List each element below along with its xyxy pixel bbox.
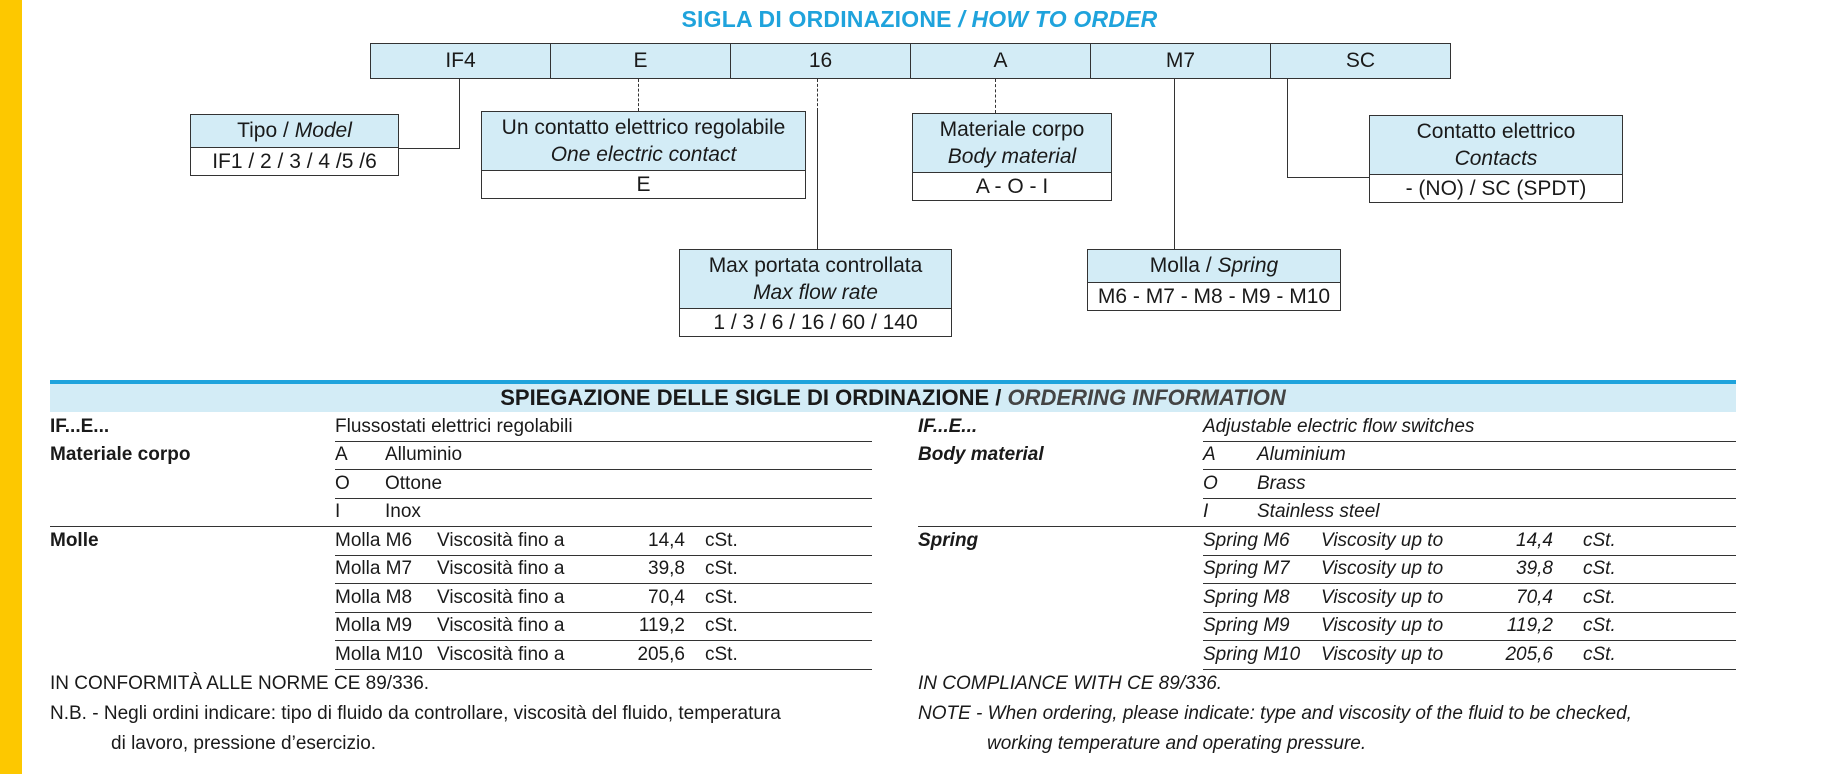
body-material-values: A - O - I [913, 173, 1111, 200]
code-cell-model: IF4 [370, 43, 551, 79]
connector-line [459, 79, 460, 148]
title-italian: SIGLA DI ORDINAZIONE [681, 6, 952, 32]
connector-line [638, 79, 639, 111]
model-box: Tipo / Model IF1 / 2 / 3 / 4 /5 /6 [190, 114, 399, 176]
connector-line [817, 111, 818, 249]
model-values: IF1 / 2 / 3 / 4 /5 /6 [191, 148, 398, 175]
connector-line [1174, 79, 1175, 249]
page-title [0, 6, 1839, 33]
english-note: NOTE - When ordering, please indicate: type and viscosity of the fluid to be checked, working temperature and operating pressure. [918, 703, 1632, 754]
table-row: IF...E... Flussostati elettrici regolabili [50, 413, 872, 441]
table-row: Materiale corpo A Alluminio [50, 441, 872, 470]
connector-line [817, 79, 818, 111]
table-row: O Brass [918, 470, 1736, 499]
title-separator: / [958, 6, 965, 32]
english-compliance: IN COMPLIANCE WITH CE 89/336. [918, 673, 1223, 694]
spring-box: Molla / Spring M6 - M7 - M8 - M9 - M10 [1087, 249, 1341, 311]
code-cell-spring: M7 [1090, 43, 1271, 79]
title-english: HOW TO ORDER [971, 6, 1158, 32]
code-cell-flow: 16 [730, 43, 911, 79]
connector-line [995, 79, 996, 113]
table-row: O Ottone [50, 470, 872, 499]
table-row: Spring M9 Viscosity up to 119,2 cSt. [918, 612, 1736, 641]
table-row: I Stainless steel [1203, 501, 1380, 523]
table-row: Spring M10 Viscosity up to 205,6 cSt. [918, 641, 1736, 670]
adjustable-contact-value: E [482, 171, 805, 198]
flow-rate-values: 1 / 3 / 6 / 16 / 60 / 140 [680, 309, 951, 336]
table-row: IF...E... Adjustable electric flow switches [918, 413, 1736, 441]
spring-values: M6 - M7 - M8 - M9 - M10 [1088, 283, 1340, 310]
contacts-values: - (NO) / SC (SPDT) [1370, 175, 1622, 202]
body-material-box: Materiale corpo Body material A - O - I [912, 113, 1112, 201]
contacts-box: Contatto elettrico Contacts - (NO) / SC (SPDT) [1369, 115, 1623, 203]
code-cell-body: A [910, 43, 1091, 79]
table-row: Molle Molla M6 Viscosità fino a 14,4 cSt. [50, 527, 872, 556]
table-row: Molla M8 Viscosità fino a 70,4 cSt. [50, 584, 872, 613]
table-row: Spring M8 Viscosity up to 70,4 cSt. [918, 584, 1736, 613]
connector-line [1287, 79, 1288, 177]
connector-line [397, 148, 460, 149]
table-row: Spring M7 Viscosity up to 39,8 cSt. [918, 555, 1736, 584]
connector-line [1287, 177, 1369, 178]
flow-rate-box: Max portata controllata Max flow rate 1 / 3 / 6 / 16 / 60 / 140 [679, 249, 952, 337]
table-row: Spring Spring M6 Viscosity up to 14,4 cSt. [918, 527, 1736, 556]
yellow-side-stripe [0, 0, 22, 774]
section-heading: SPIEGAZIONE DELLE SIGLE DI ORDINAZIONE / ORDERING INFORMATION [50, 384, 1736, 412]
italian-ordering-table [50, 413, 872, 670]
english-ordering-table [918, 413, 1736, 670]
table-row: Body material A Aluminium [918, 441, 1736, 470]
table-row: Molla M9 Viscosità fino a 119,2 cSt. [50, 612, 872, 641]
code-cell-contact: E [550, 43, 731, 79]
table-row: I Inox [335, 501, 421, 523]
code-cell-contacts: SC [1270, 43, 1451, 79]
order-code-bar [370, 43, 1451, 79]
table-row: Molla M7 Viscosità fino a 39,8 cSt. [50, 555, 872, 584]
italian-compliance: IN CONFORMITÀ ALLE NORME CE 89/336. [50, 673, 430, 694]
adjustable-contact-box: Un contatto elettrico regolabile One electric contact E [481, 111, 806, 199]
italian-note: N.B. - Negli ordini indicare: tipo di fluido da controllare, viscosità del fluido, temperatura di lavoro, pressione d’esercizio. [50, 703, 781, 754]
table-row: Molla M10 Viscosità fino a 205,6 cSt. [50, 641, 872, 670]
